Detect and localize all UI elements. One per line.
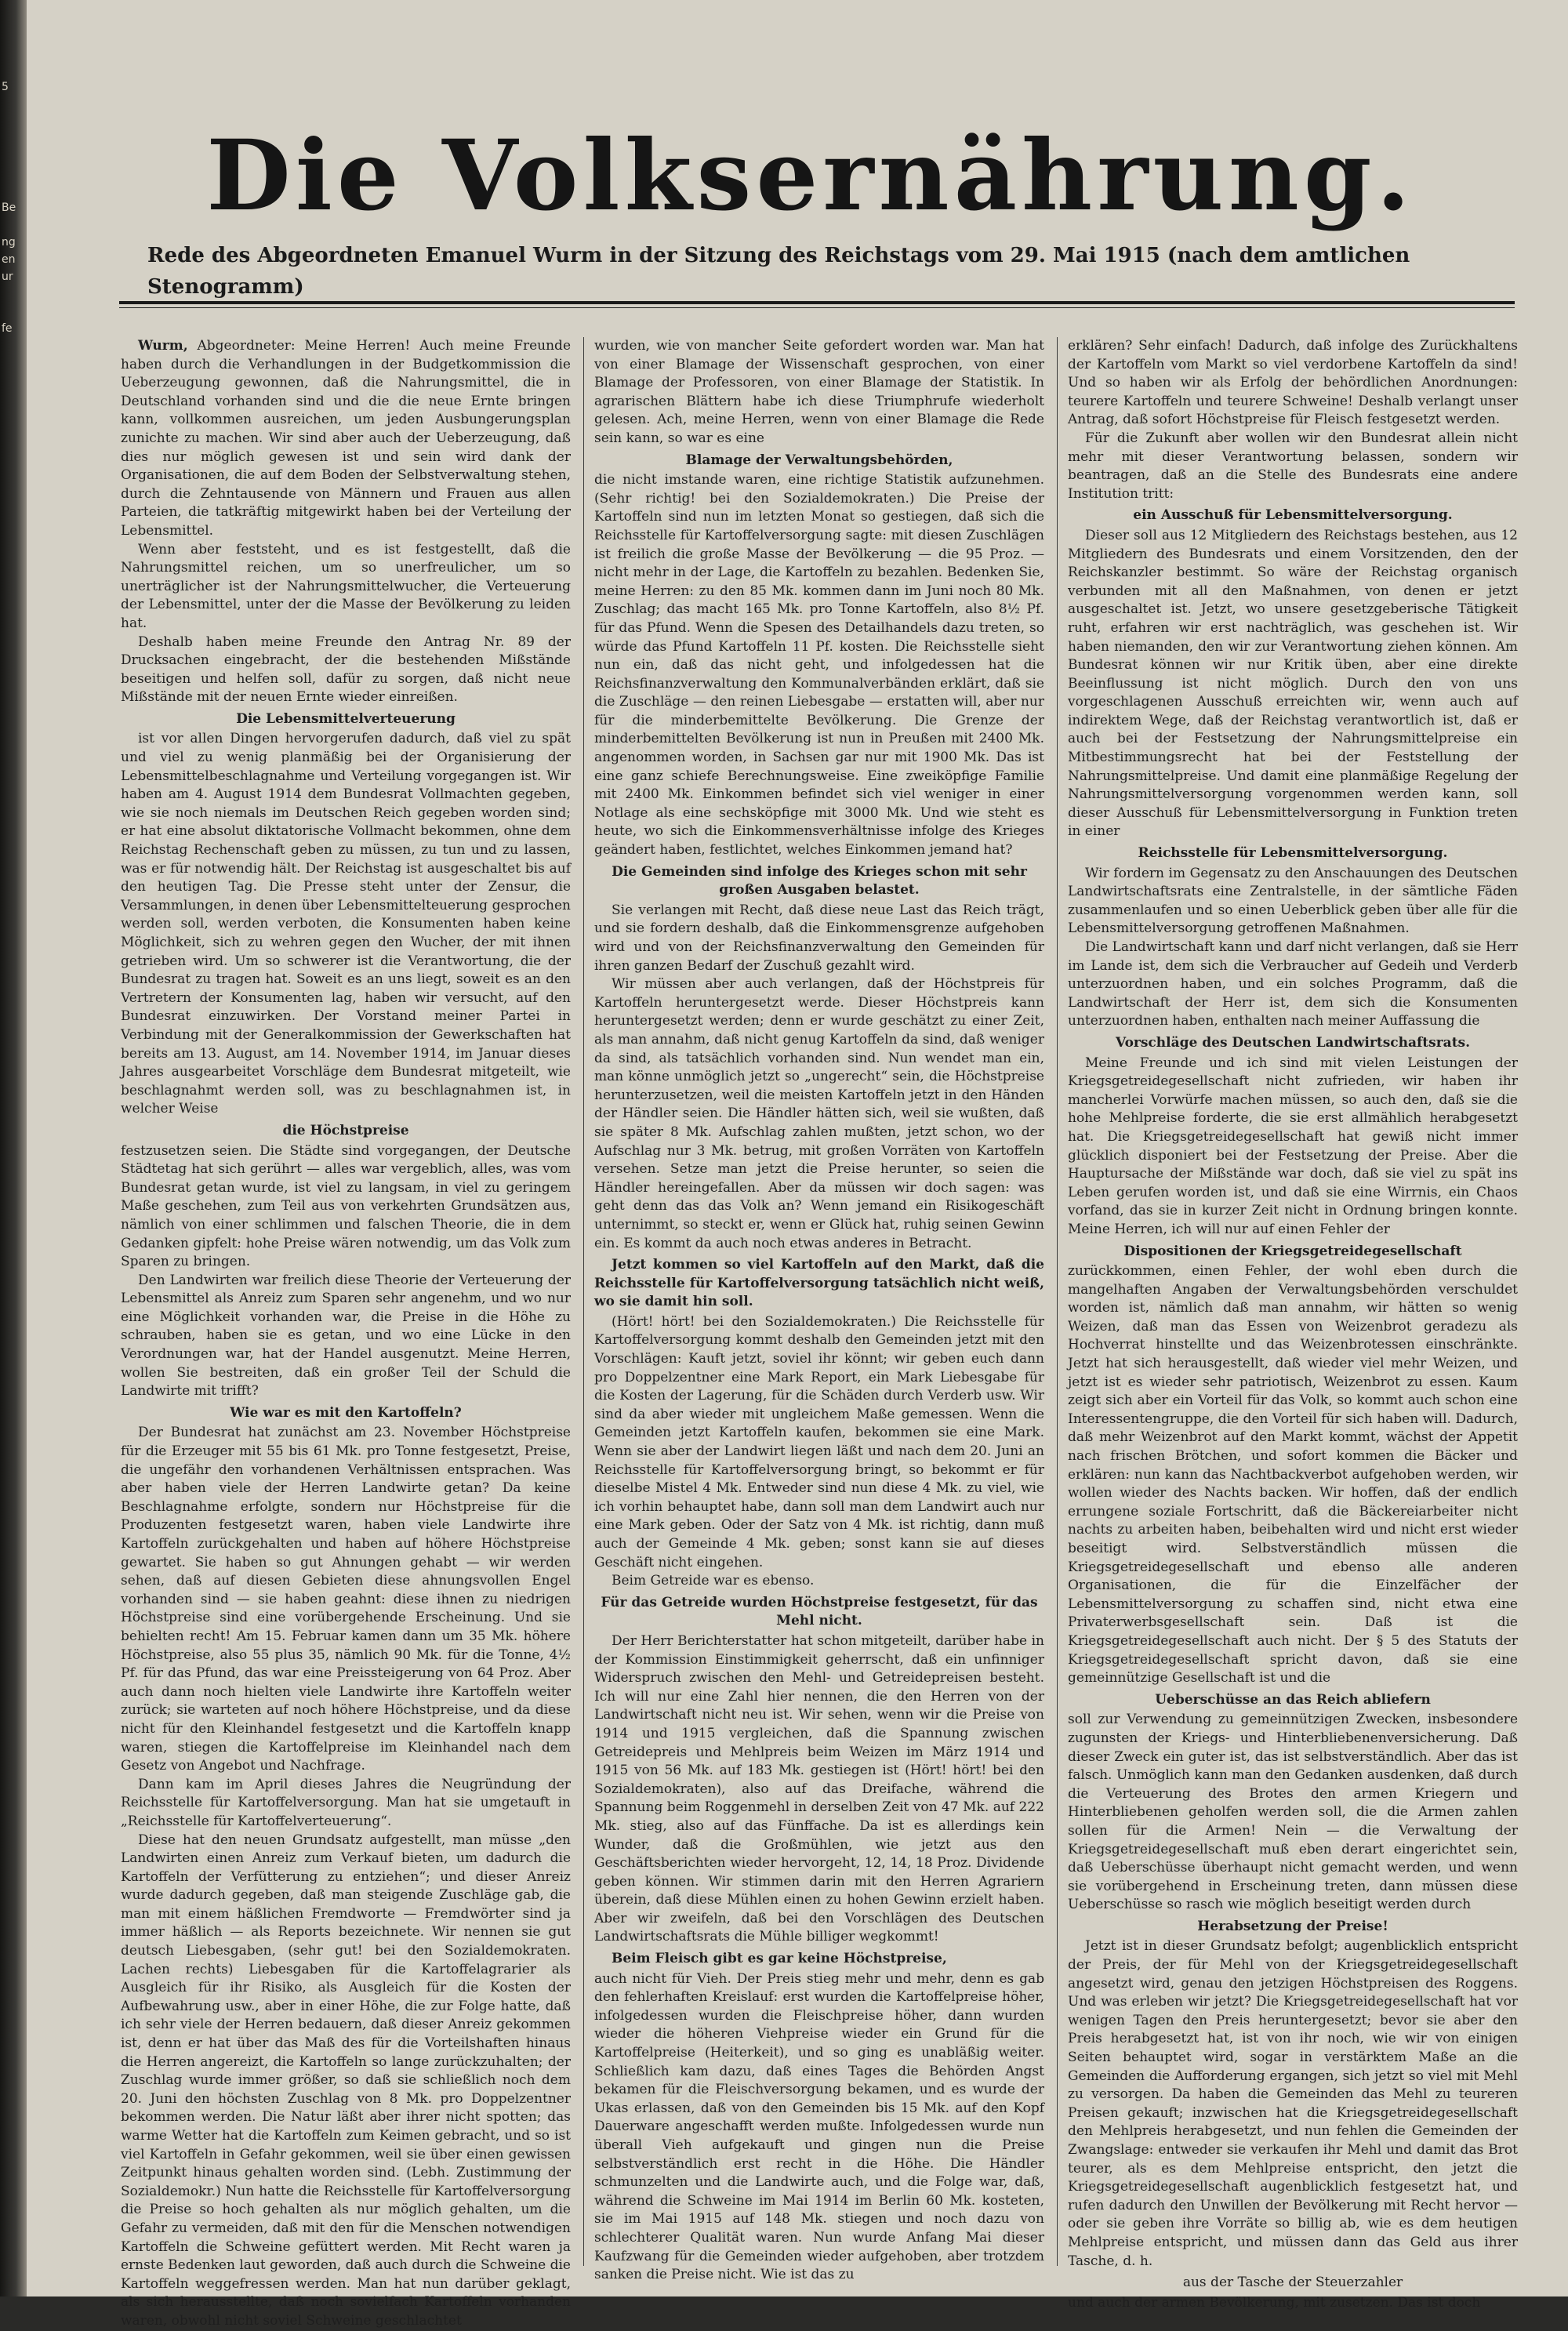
article-paragraph: Der Bundesrat hat zunächst am 23. November Höchstpreise für die Erzeuger mit 55 bis 61 Mk. pro Tonne festgesetzt, Preise, die ungefähr den vorhandenen Verhältnissen entsprachen. Was aber haben viele der Herren Landwirte getan? Da keine Beschlagnahme erfolgte, sondern nur Höchstpreise für die Produzenten festgesetzt waren, haben viele Landwirte ihre Kartoffeln zurückgehalten und haben auf höhere Höchstpreise gewartet. Sie haben so gut Ahnungen gehabt — wir werden sehen, daß auf diesen Gebieten diese ahnungsvollen Engel vorhanden sind — sie haben geahnt: diese ihnen zu niedrigen Höchstpreise sind eine vorübergehende Erscheinung. Und sie behielten recht! Am 15. Februar kamen dann um 35 Mk. höhere Höchstpreise, also 55 plus 35, nämlich 90 Mk. für die Tonne, 4½ Pf. für das Pfund, das war eine Preissteigerung von 64 Proz. Aber auch dann noch hielten viele Landwirte ihre Kartoffeln weiter zurück; sie warteten auf noch höhere Höchstpreise, und da diese nicht für den Kleinhandel festgesetzt und die Kartoffeln knapp waren, stiegen die Kartoffelpreise im Kleinhandel nach dem Gesetz von Angebot und Nachfrage. [121,1425,571,1774]
article-paragraph: auch nicht für Vieh. Der Preis stieg mehr und mehr, denn es gab den fehlerhaften Kreislauf: erst wurden die Kartoffelpreise höher, infolgedessen wurden die Fleischpreise höher, dann wurden wieder die höheren Viehpreise wieder ein Grund für die Kartoffelpreise (Heiterkeit), und so ging es unabläßig weiter. Schließlich kam dazu, daß eines Tages die Behörden Angst bekamen für die Fleischversorgung bekamen, und es wurde der Ukas erlassen, daß von den Gemeinden bis 15 Mk. auf den Kopf Dauerware angeschafft werden mußte. Infolgedessen wurde nun überall Vieh aufgekauft und gingen nun die Preise selbstverständlich erst recht in die Höhe. Die Händler schmunzelten und die Landwirte auch, und die Folge war, daß, während die Schweine im Mai 1914 im Berlin 60 Mk. kosteten, sie im Mai 1915 auf 148 Mk. stiegen und noch dazu von schlechterer Qualität waren. Nun wurde Anfang Mai dieser Kaufzwang für die Gemeinden wieder aufgehoben, aber trotzdem sanken die Preise nicht. Wie ist das zu [594,1970,1044,2283]
article-paragraph: ist vor allen Dingen hervorgerufen dadurch, daß viel zu spät und viel zu wenig planmäßig bei der Organisierung der Lebensmittelbeschlagnahme und Verteilung vorgegangen ist. Wir haben am 4. August 1914 dem Bundesrat Vollmachten gegeben, wie sie noch niemals im Deutschen Reich gegeben worden sind; er hat eine absolut diktatorische Vollmacht bekommen, ohne dem Reichstag Rechenschaft geben zu müssen, zu tun und zu lassen, was er für notwendig hält. Der Reichstag ist ausgeschaltet bis auf den heutigen Tag. Die Presse steht unter der Zensur, die Versammlungen, in denen über Lebensmittelteuerung gesprochen werden soll, werden verboten, die Konsumenten haben keine Möglichkeit, sich zu wehren gegen den Wucher, der mit ihnen getrieben wird. Um so schwerer ist die Verantwortung, die der Bundesrat zu tragen hat. Soweit es an uns liegt, soweit es an den Vertretern der Konsumenten lag, haben wir versucht, auf den Bundesrat einzuwirken. Der Vorstand meiner Partei in Verbindung mit der Generalkommission der Gewerkschaften hat bereits am 13. August, am 14. November 1914, im Januar dieses Jahres ausgearbeitet Vorschläge dem Bundesrat mitgeteilt, wie beschlagnahmt werden soll, was zu beschlagnahmen ist, in welcher Weise [121,731,571,1117]
article-columns [121,337,1524,2329]
article-paragraph: erklären? Sehr einfach! Dadurch, daß infolge des Zurückhaltens der Kartoffeln vom Markt so viel verdorbene Kartoffeln da sind! Und so haben wir als Erfolg der behördlichen Anordnungen: teurere Kartoffeln und teurere Schweine! Deshalb verlangt unser Antrag, daß sofort Höchstpreise für Fleisch festgesetzt werden. [1068,338,1518,428]
article-paragraph: Die Landwirtschaft kann und darf nicht verlangen, daß sie Herr im Lande ist, dem sich die Verbraucher auf Gedeih und Verderb unterzuordnen haben, und ein solches Programm, daß die Landwirtschaft der Herr ist, dem sich die Konsumenten unterzuordnen haben, enthalten nach meiner Auffassung die [1068,939,1518,1029]
article-paragraph: und auch der armen Bevölkerung, mit zusetzen. Das ist doch [1068,2294,1481,2311]
scan-binding-edge [0,0,27,2297]
article-paragraph: Wir fordern im Gegensatz zu den Anschauungen des Deutschen Landwirtschaftsrats eine Zentralstelle, in der sämtliche Fäden zusammenlaufen und so einen Ueberblick geben über alle für die Lebensmittelversorgung getroffenen Maßnahmen. [1068,865,1518,937]
header-rule-thick [119,301,1515,304]
article-paragraph: Dann kam im April dieses Jahres die Neugründung der Reichsstelle für Kartoffelversorgung. Man hat sie umgetauft in „Reichsstelle für Kartoffelverteuerung“. [121,1776,571,1829]
section-heading: Die Lebensmittelverteuerung [236,710,456,727]
article-paragraph: Jetzt ist in dieser Grundsatz befolgt; augenblicklich entspricht der Preis, der für Mehl von der Kriegsgetreidegesellschaft angesetzt wird, genau den jetzigen Höchstpreisen des Roggens. Und was erleben wir jetzt? Die Kriegsgetreidegesellschaft hat vor wenigen Tagen den Preis heruntergesetzt; bevor sie aber den Preis herabgesetzt hat, ist von ihr noch, wie wir von einigen Seiten behauptet wird, sogar in verstärktem Maße an die Gemeinden die Aufforderung ergangen, sich jetzt so viel mit Mehl zu versorgen. Da haben die Gemeinden das Mehl zu teureren Preisen gekauft; inzwischen hat die Kriegsgetreidegesellschaft den Mehlpreis herabgesetzt, und nun fehlen die Gemeinden der Zwangslage: entweder sie verkaufen ihr Mehl und damit das Brot teurer, als es dem Mehlpreise entspricht, den jetzt die Kriegsgetreidegesellschaft augenblicklich festgesetzt hat, und rufen dadurch den Unwillen der Bevölkerung mit Recht hervor — oder sie geben ihre Vorräte so billig ab, wie es dem heutigen Mehlpreise entspricht, und müssen dann das Geld aus ihrer Tasche, d. h. [1068,1938,1518,2269]
column-divider [1057,337,1058,2266]
article-paragraph: Wir müssen aber auch verlangen, daß der Höchstpreis für Kartoffeln heruntergesetzt werde. Dieser Höchstpreis kann heruntergesetzt werden; denn er wurde geschätzt zu einer Zeit, als man annahm, daß nicht genug Kartoffeln da sind, daß weniger da sind, als tatsächlich vorhanden sind. Nun wendet man ein, man könne unmöglich jetzt so „ungerecht“ sein, die Höchstpreise herunterzusetzen, weil die meisten Kartoffeln jetzt in den Händen der Händler seien. Die Händler hätten sich, weil sie wußten, daß sie später 8 Mk. Aufschlag zahlen mußten, jetzt schon, wo der Aufschlag nur 3 Mk. betrug, mit großen Vorräten von Kartoffeln versehen. Setze man jetzt die Preise herunter, so seien die Händler hereingefallen. Aber da müssen wir doch sagen: was geht denn das das Volk an? Wenn jemand ein Risikogeschäft unternimmt, so steckt er, wenn er Glück hat, ruhig seinen Gewinn ein. Es kommt da auch noch etwas anderes in Betracht. [594,976,1044,1251]
article-column-1 [121,337,571,2329]
section-heading: Wie war es mit den Kartoffeln? [230,1404,462,1421]
article-paragraph: soll zur Verwendung zu gemeinnützigen Zwecken, insbesondere zugunsten der Kriegs- und Hinterbliebenenversicherung. Daß dieser Zweck ein guter ist, das ist selbstverständlich. Aber das ist falsch. Unmöglich kann man den Gedanken ausdenken, daß durch die Verteuerung des Brotes den armen Kriegern und Hinterbliebenen geholfen werden soll, die die Armen zahlen sollen für die Armen! Nein — die Verwaltung der Kriegsgetreidegesellschaft muß eben derart eingerichtet sein, daß Ueberschüsse überhaupt nicht gemacht werden, und wenn sie vorübergehend in Erscheinung treten, dann müssen diese Ueberschüsse so rasch wie möglich beseitigt werden durch [1068,1712,1518,1913]
article-paragraph: Dieser soll aus 12 Mitgliedern des Reichstags bestehen, aus 12 Mitgliedern des Bundesrats und einem Vorsitzenden, den der Reichskanzler bestimmt. So wäre der Reichstag organisch verbunden mit all den Maßnahmen, von denen er jetzt ausgeschaltet ist. Jetzt, wo unsere gesetzgeberische Tätigkeit ruht, erfahren wir erst nachträglich, was geschehen ist. Wir haben niemanden, den wir zur Verantwortung ziehen können. Am Bundesrat können wir nur Kritik üben, aber eine direkte Beeinflussung ist nicht möglich. Durch den von uns vorgeschlagenen Ausschuß erreichten wir, wenn auch auf indirektem Wege, daß der Reichstag verantwortlich ist, daß er auch bei der Festsetzung der Nahrungsmittelpreise ein Mitbestimmungsrecht hat bei der Feststellung der Nahrungsmittelpreise. Und damit eine planmäßige Regelung der Nahrungsmittelversorgung vorgenommen werden kann, soll dieser Ausschuß für Lebensmittelversorgung in Funktion treten in einer [1068,527,1518,840]
masthead-title: Die Volksernährung. [206,119,1415,233]
section-heading: Reichsstelle für Lebensmittelversorgung. [1138,845,1448,862]
section-heading: aus der Tasche der Steuerzahler [1182,2275,1403,2291]
article-paragraph: Wurm, Abgeordneter: Meine Herren! Auch meine Freunde haben durch die Verhandlungen in der Budgetkommission die Ueberzeugung gewonnen, daß die Nahrungsmittel, die in Deutschland vorhanden sind und die die neue Ernte bringen kann, vollkommen ausreichen, um jeden Ausbungerungsplan zunichte zu machen. Wir sind aber auch der Ueberzeugung, daß dies nur möglich gewesen ist und sein wird dank der Organisationen, die auf dem Boden der Selbstverwaltung stehen, durch die Zehntausende von Männern und Frauen aus allen Parteien, die tatkräftig mitgewirkt haben bei der Verteilung der Lebensmittel. [121,338,571,539]
section-heading: Dispositionen der Kriegsgetreidegesellschaft [1123,1243,1462,1259]
section-heading: Ueberschüsse an das Reich abliefern [1155,1691,1431,1708]
article-paragraph: Beim Getreide war es ebenso. [612,1573,815,1589]
speaker-name: Wurm, [138,338,188,354]
newspaper-page [27,0,1568,2329]
article-column-3 [1068,337,1518,2311]
section-heading: die Höchstpreise [282,1122,409,1138]
article-paragraph: festzusetzen seien. Die Städte sind vorgegangen, der Deutsche Städtetag hat sich gerührt — alles war vergeblich, alles, was vom Bundesrat getan wurde, ist viel zu langsam, in viel zu geringem Maße geschehen, zum Teil aus von verkehrten Grundsätzen aus, nämlich von einer schlimmen und falschen Theorie, die in dem Gedanken gipfelt: hohe Preise wären notwendig, um das Volk zum Sparen zu bringen. [121,1142,571,1270]
speech-subtitle: Rede des Abgeordneten Emanuel Wurm in der Sitzung des Reichstags vom 29. Mai 1915 (nach dem amtlichen Stenogramm) [147,244,1410,299]
article-paragraph: Der Herr Berichterstatter hat schon mitgeteilt, darüber habe in der Kommission Einstimmigkeit geherrscht, daß ein unfinniger Widerspruch zwischen den Mehl- und Getreidepreisen besteht. Ich will nur eine Zahl hier nennen, die den Herren von der Landwirtschaft nicht neu ist. Wir sehen, wenn wir die Preise von 1914 und 1915 vergleichen, daß die Spannung zwischen Getreidepreis und Mehlpreis beim Weizen im März 1914 und 1915 von 56 Mk. auf 183 Mk. gestiegen ist (Hört! hört! bei den Sozialdemokraten), also auf das Dreifache, während die Spannung beim Roggenmehl in derselben Zeit von 47 Mk. auf 222 Mk. stieg, also auf das Fünffache. Da ist es allerdings kein Wunder, daß die Großmühlen, wie jetzt aus den Geschäftsberichten wieder hervorgeht, 12, 14, 18 Proz. Dividende geben können. Wir stimmen darin mit den Herren Agrariern überein, daß diese Mühlen einen zu hohen Gewinn erzielt haben. Aber wir zweifeln, daß bei den Vorschlägen des Deutschen Landwirtschaftsrats die Mühle billiger wegkommt! [594,1632,1044,1945]
section-heading: ein Ausschuß für Lebensmittelversorgung. [1133,507,1453,524]
header-rule-thin [119,307,1515,308]
article-paragraph: die nicht imstande waren, eine richtige Statistik aufzunehmen. (Sehr richtig! bei den Sozialdemokraten.) Die Preise der Kartoffeln sind nun im letzten Monat so gestiegen, daß sich die Reichsstelle für Kartoffelversorgung sagte: mit diesen Zuschlägen ist freilich die große Masse der Bevölkerung — die 95 Proz. — nicht mehr in der Lage, die Kartoffeln zu bezahlen. Bedenken Sie, meine Herren: zu den 85 Mk. kommen dann im Juni noch 80 Mk. Zuschlag; das macht 165 Mk. pro Tonne Kartoffeln, also 8½ Pf. für das Pfund. Wenn die Spesen des Detailhandels dazu treten, so würde das Pfund Kartoffeln 11 Pf. kosten. Die Reichsstelle sieht nun ein, daß das nicht geht, und infolgedessen hat die Reichsfinanzverwaltung den Kommunalverbänden erklärt, daß sie die Zuschläge — den reinen Liebesgabe — erstatten will, aber nur für die minderbemittelte Bevölkerung. Die Grenze der minderbemittelten Bevölkerung ist nun in Preußen mit 2400 Mk. angenommen worden, in Sachsen gar nur mit 1900 Mk. Das ist eine ganz schiefe Berechnungsweise. Eine zweiköpfige Familie mit 2400 Mk. Einkommen befindet sich viel weniger in einer Notlage als eine sechsköpfige mit 3000 Mk. Und wie steht es heute, wo sich die Einkommensverhältnisse infolge des Krieges geändert haben, festlichtet, welches Einkommen jemand hat? [594,472,1044,859]
section-heading: Die Gemeinden sind infolge des Krieges schon mit sehr großen Ausgaben belastet. [612,863,1027,899]
article-paragraph: zurückkommen, einen Fehler, der wohl eben durch die mangelhaften Angaben der Verwaltungsbehörden verschuldet worden ist, nämlich daß man annahm, wir hätten so wenig Weizen, daß man das Essen von Weizenbrot geradezu als Hochverrat hinstellte und das Weizenbrotessen einschränkte. Jetzt hat sich herausgestellt, daß wieder viel mehr Weizen, und jetzt ist es wieder sehr patriotisch, Weizenbrot zu essen. Kaum zeigt sich aber ein Vorteil für das Volk, so kommt auch schon eine Interessentengruppe, die den Vorteil für sich haben will. Dadurch, daß mehr Weizenbrot auf den Markt kommt, wächst der Appetit nach frischen Brötchen, und sofort kommen die Bäcker und erklären: nun kann das Nachtbackverbot aufgehoben werden, wir wollen wieder des Nachts backen. Wir hoffen, daß der endlich errungene soziale Fortschritt, daß die Bäckereiarbeiter nicht nachts zu arbeiten haben, beibehalten wird und nicht erst wieder beseitigt wird. Selbstverständlich müssen die Kriegsgetreidegesellschaft und ebenso alle anderen Organisationen, die für die Einzelfächer der Lebensmittelversorgung zu schaffen sind, nicht etwa eine Privaterwerbsgesellschaft sein. Daß ist die Kriegsgetreidegesellschaft auch nicht. Der § 5 des Statuts der Kriegsgetreidegesellschaft spricht davon, daß sie eine gemeinnützige Gesellschaft ist und die [1068,1263,1518,1687]
page-header [121,118,1501,303]
article-paragraph: Deshalb haben meine Freunde den Antrag Nr. 89 der Drucksachen eingebracht, der die bestehenden Mißstände beseitigen und helfen soll, dafür zu sorgen, daß nicht neue Mißstände mit der neuen Ernte wieder einreißen. [121,634,571,706]
article-paragraph: Diese hat den neuen Grundsatz aufgestellt, man müsse „den Landwirten einen Anreiz zum Verkauf bieten, um dadurch die Kartoffeln der Verfütterung zu entziehen“; und dieser Anreiz wurde dadurch gegeben, daß man steigende Zuschläge gab, die man mit einem häßlichen Fremdworte — Fremdwörter sind ja immer häßlich — als Reports bezeichnete. Wir nennen sie gut deutsch Liebesgaben, (sehr gut! bei den Sozialdemokraten. Lachen rechts) Liebesgaben für die Kartoffelagrarier als Ausgleich für ihr Risiko, als Ausgleich für die Kosten der Aufbewahrung usw., aber in einer Höhe, die zur Folge hatte, daß ich sehr viele der Herren bedauern, daß dieser Anreiz gekommen ist, denn er hat über das Maß des für die Vorteilshaften hinaus die Herren angereizt, die Kartoffeln so lange zurückzuhalten; der Zuschlag wurde immer größer, so daß sie schließlich noch dem 20. Juni den höchsten Zuschlag von 8 Mk. pro Doppelzentner bekommen werden. Die Natur läßt aber ihrer nicht spotten; das warme Wetter hat die Kartoffeln zum Keimen gebracht, und so ist viel Kartoffeln in Gefahr gekommen, weil sie über einen gewissen Zeitpunkt hinaus gehalten worden sind. (Lebh. Zustimmung der Sozialdemokr.) Nun hatte die Reichsstelle für Kartoffelversorgung die Preise so hoch gehalten als nur möglich gehalten, um die Gefahr zu vermeiden, daß mit den für die Menschen notwendigen Kartoffeln die Schweine gefüttert werden. Mit Recht waren ja ernste Bedenken laut geworden, daß auch durch die Schweine die Kartoffeln weggefressen werden. Man hat nun darüber geklagt, als sich herausstellte, daß noch sovielfach Kartoffeln vorhanden waren, obwohl nicht soviel Schweine geschlachtet [121,1832,571,2329]
article-paragraph: Sie verlangen mit Recht, daß diese neue Last das Reich trägt, und sie fordern deshalb, daß die Einkommensgrenze aufgehoben wird und von der Reichsfinanzverwaltung den Gemeinden für ihren ganzen Bedarf der Zuschuß gezahlt wird. [594,902,1044,974]
section-heading: Blamage der Verwaltungsbehörden, [685,452,953,468]
section-heading: Herabsetzung der Preise! [1197,1918,1388,1934]
section-heading: Vorschläge des Deutschen Landwirtschaftsrats. [1115,1034,1471,1051]
article-column-2 [594,337,1044,2283]
article-paragraph: Wenn aber feststeht, und es ist festgestellt, daß die Nahrungsmittel reichen, um so unerfreulicher, um so unerträglicher ist der Nahrungsmittelwucher, die Verteuerung der Lebensmittel, unter der die Masse der Bevölkerung zu leiden hat. [121,541,571,631]
column-divider [583,337,584,2266]
section-heading: Jetzt kommen so viel Kartoffeln auf den Markt, daß die Reichsstelle für Kartoffelversorgung tatsächlich nicht weiß, wo sie damit hin soll. [594,1257,1044,1310]
section-heading: Beim Fleisch gibt es gar keine Höchstpreise, [612,1951,947,1967]
section-heading: Für das Getreide wurden Höchstpreise festgesetzt, für das Mehl nicht. [601,1594,1038,1629]
article-paragraph: Meine Freunde und ich sind mit vielen Leistungen der Kriegsgetreidegesellschaft nicht zufrieden, wir haben ihr mancherlei Vorwürfe machen müssen, so auch den, daß sie die hohe Mehlpreise forderte, die sie erst allmählich herabgesetzt hat. Die Kriegsgetreidegesellschaft hat gewiß nicht immer glücklich disponiert bei der Festsetzung der Preise. Aber die Hauptursache der Mißstände war doch, daß sie viel zu spät ins Leben gerufen worden ist, und daß sie eine Wirrnis, ein Chaos vorfand, das sie in kurzer Zeit nicht in Ordnung bringen konnte. Meine Herren, ich will nur auf einen Fehler der [1068,1055,1518,1237]
article-paragraph: wurden, wie von mancher Seite gefordert worden war. Man hat von einer Blamage der Wissenschaft gesprochen, von einer Blamage der Professoren, von einer Blamage der Statistik. In agrarischen Blättern habe ich diese Triumphrufe wiederholt gelesen. Ach, meine Herren, wenn von einer Blamage die Rede sein kann, so war es eine [594,338,1044,446]
article-paragraph: (Hört! hört! bei den Sozialdemokraten.) Die Reichsstelle für Kartoffelversorgung kommt deshalb den Gemeinden jetzt mit den Vorschlägen: Kauft jetzt, soviel ihr könnt; wir geben euch dann pro Doppelzentner eine Mark Report, ein Mark Liebesgabe für die Kosten der Lagerung, für die Schäden durch Verderb usw. Wir sind da aber wieder mit ungleichem Maße gemessen. Wenn die Gemeinden jetzt Kartoffeln kaufen, bekommen sie eine Mark. Wenn sie aber der Landwirt liegen läßt und nach dem 20. Juni an Reichsstelle für Kartoffelversorgung bringt, so bekommt er für dieselbe Mistel 4 Mk. Entweder sind nun diese 4 Mk. zu viel, wie ich vorhin behauptet habe, dann soll man dem Landwirt auch nur eine Mark geben. Oder der Satz von 4 Mk. ist richtig, dann muß auch der Gemeinde 4 Mk. geben; sonst kann sie auf dieses Geschäft nicht eingehen. [594,1313,1044,1570]
adjacent-page-fragment: 5 Be ng en ur fe [2,81,16,335]
article-paragraph: Für die Zukunft aber wollen wir den Bundesrat allein nicht mehr mit dieser Verantwortung belassen, sondern wir beantragen, daß an die Stelle des Bundesrats eine andere Institution tritt: [1068,430,1518,502]
article-paragraph: Den Landwirten war freilich diese Theorie der Verteuerung der Lebensmittel als Anreiz zum Sparen sehr angenehm, und wo nur eine Möglichkeit vorhanden war, die Preise in die Höhe zu schrauben, haben sie es getan, und wo eine Lücke in den Verordnungen war, hat der Handel ausgenutzt. Meine Herren, wollen Sie bestreiten, daß ein großer Teil der Schuld die Landwirte mit trifft? [121,1272,571,1400]
